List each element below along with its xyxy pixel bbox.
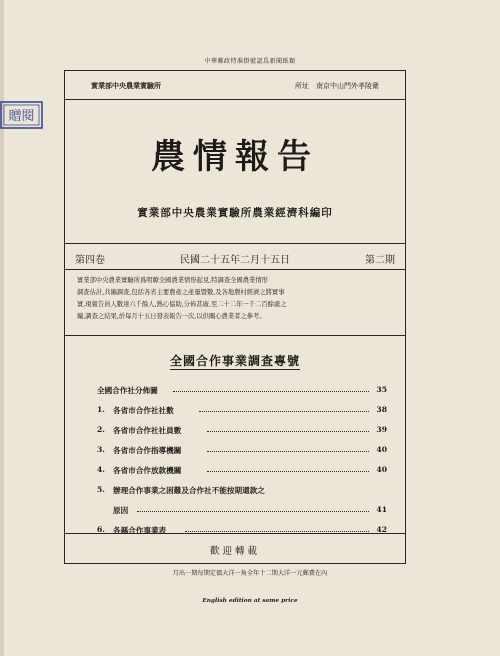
volume-divider-bottom [65,269,405,270]
toc-page: 40 [376,445,387,454]
toc-title: 全國合作社分佈圖 [97,386,158,395]
toc-leader [207,451,369,452]
toc-leader [137,511,369,512]
volume-number: 第四卷 [75,255,105,266]
page-edge [0,0,4,656]
toc-title: 原因 [113,506,129,515]
toc-number: 3. [97,445,105,454]
toc-item[interactable] [97,525,387,545]
toc-item[interactable] [97,465,387,485]
notice-line: 調查估計,共編調查,包括各省主要農產之產量暨數,及各地農村經濟之將實事 [77,289,285,296]
toc-leader [207,471,369,472]
toc-item[interactable] [97,385,387,405]
toc-number: 5. [97,485,105,494]
price-line: 月出一期每期定價大洋一角全年十二期大洋一元郵費在內 [172,570,328,577]
toc-title: 各省市合作社社員數 [113,426,182,435]
toc-number: 6. [97,525,105,534]
stamp-text: 贈閱 [8,109,35,124]
toc-item[interactable] [97,405,387,425]
volume-line [65,251,405,265]
table-of-contents [97,385,387,545]
toc-item[interactable] [97,425,387,445]
issue-number: 第二期 [365,255,395,266]
toc-title: 辦理合作事業之困難及合作社不能按期還款之 [113,486,265,495]
toc-number: 2. [97,425,105,434]
special-issue-title [65,352,405,369]
reprint-welcome: 歡迎轉載 [209,546,260,557]
toc-page: 35 [376,385,387,394]
toc-leader [173,391,369,392]
toc-page: 39 [376,425,387,434]
toc-page: 42 [376,525,387,534]
toc-page: 41 [376,505,387,514]
postal-registration-note: 中華郵政特准掛號認爲新聞紙類 [204,58,296,65]
toc-item[interactable] [97,505,387,525]
institution-name: 實業部中央農業實驗所 [91,81,161,90]
toc-leader [207,431,369,432]
special-issue-title-text: 全國合作事業調查專號 [169,354,300,368]
volume-divider-top [65,243,405,244]
editor-line: 實業部中央農業實驗所農業經濟科編印 [137,207,333,219]
notice-line: 實,現報告員人數達六千餘人,熱心協助,分佈甚廣,至二十二年一千二百餘處之 [77,301,287,308]
welcome-divider [65,533,405,534]
header-row [65,81,405,95]
toc-item[interactable] [97,445,387,465]
toc-page: 40 [376,465,387,474]
toc-item[interactable] [97,485,383,505]
gift-stamp [0,101,43,129]
journal-title: 農情報告 [151,137,319,177]
publication-notice [77,275,395,323]
toc-page: 38 [376,405,387,414]
toc-leader [199,411,369,412]
toc-title: 各縣合作事業表 [113,526,167,535]
english-edition-note: English edition at same price [202,598,298,604]
toc-title: 各省市合作指導機關 [113,446,182,455]
notice-divider [65,335,405,336]
header-divider [65,99,405,100]
toc-leader [185,531,369,532]
institution-address: 所址 南京中山門外孝陵衛 [295,82,379,90]
toc-number: 4. [97,465,105,474]
notice-line: 實業部中央農業實驗所爲明瞭全國農業情形起見,特調查全國農業情形 [77,277,268,284]
cover-frame [64,70,406,564]
issue-date: 民國二十五年二月十五日 [180,255,290,266]
toc-number: 1. [97,405,105,414]
toc-title: 各省市合作社社數 [113,406,174,415]
notice-line: 編,調查之結果,於每月十五日發表報告一次,以供關心農業者之參考。 [77,313,266,320]
toc-title: 各省市合作放款機關 [113,466,182,475]
